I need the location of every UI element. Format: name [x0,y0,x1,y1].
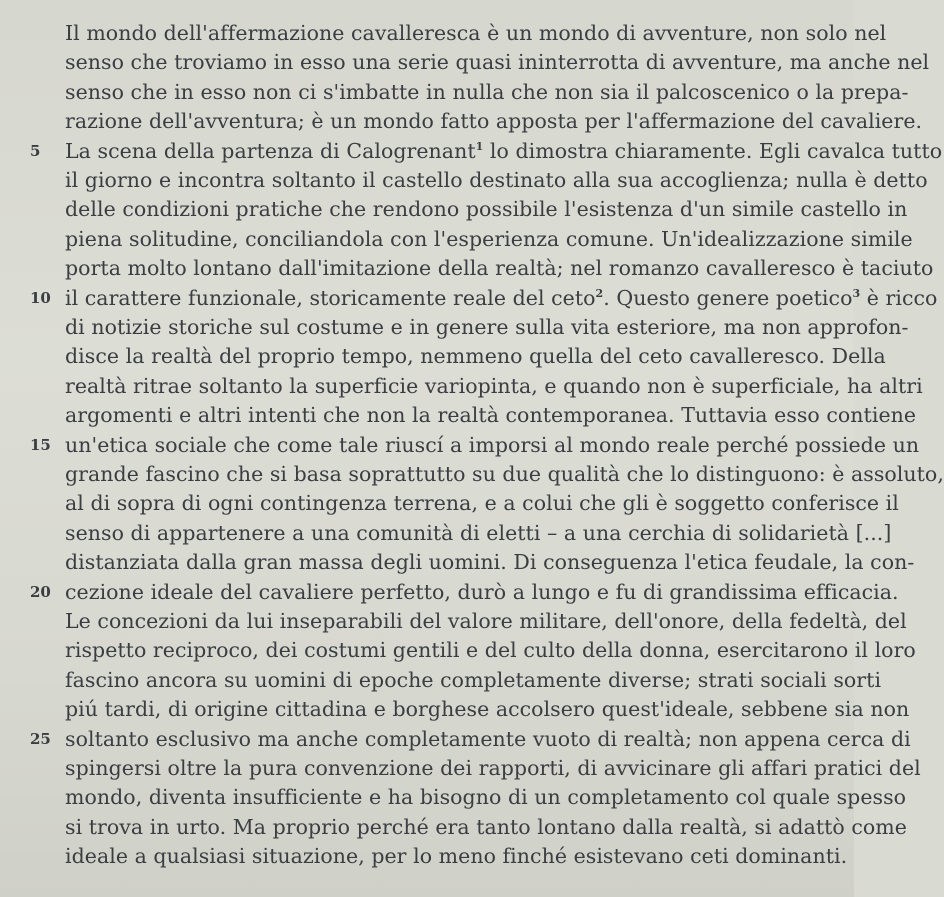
text-line-5-head: La scena della partenza di Calogrenant [65,138,476,163]
line-number-5: 5 [30,141,41,160]
text-line-21: Le concezioni da lui inseparabili del valore militare, dell'onore, della fedeltà, del [65,609,907,633]
text-line-27: mondo, diventa insufficiente e ha bisogno di un completamento col quale spesso [65,785,907,810]
text-line-23: fascino ancora su uomini di epoche completamente diverse; strati sociali sorti [65,667,882,692]
line-number-20: 20 [30,582,51,601]
text-line-8: piena solitudine, conciliandola con l'esperienza comune. Un'idealizzazione simile [65,226,913,251]
text-line-10 [65,283,938,313]
text-line-10-tail: è ricco [860,285,938,310]
text-line-10-mid: . Questo genere poetico [603,285,853,310]
text-line-25: soltanto esclusivo ma anche completamente vuoto di realtà; non appena cerca di [65,726,911,751]
text-line-11: di notizie storiche sul costume e in genere sulla vita esteriore, ma non approfon- [65,315,909,339]
text-line-13: realtà ritrae soltanto la superficie variopinta, e quando non è superficiale, ha altri [65,373,923,398]
text-line-9: porta molto lontano dall'imitazione della realtà; nel romanzo cavalleresco è taciuto [65,256,934,281]
text-line-14: argomenti e altri intenti che non la realtà contemporanea. Tuttavia esso contiene [65,403,917,428]
text-line-29: ideale a qualsiasi situazione, per lo meno finché esistevano ceti dominanti. [65,844,848,869]
text-line-12: disce la realtà del proprio tempo, nemmeno quella del ceto cavalleresco. Della [65,344,886,369]
text-line-19: distanziata dalla gran massa degli uomini. Di conseguenza l'etica feudale, la con- [65,550,915,575]
text-line-1: Il mondo dell'affermazione cavalleresca è un mondo di avventure, non solo nel [65,21,887,45]
line-number-15: 15 [30,435,51,454]
footnote-mark-3: 3 [852,286,861,300]
text-line-6: il giorno e incontra soltanto il castello destinato alla sua accoglienza; nulla è detto [65,168,928,192]
text-line-17: al di sopra di ogni contingenza terrena, e a colui che gli è soggetto conferisce il [65,491,899,516]
text-line-15: un'etica sociale che come tale riuscí a imporsi al mondo reale perché possiede un [65,432,920,457]
text-line-2: senso che troviamo in esso una serie quasi ininterrotta di avventure, ma anche nel [65,50,930,75]
text-line-10-head: il carattere funzionale, storicamente reale del ceto [65,285,596,310]
line-number-25: 25 [30,729,51,748]
text-line-4: razione dell'avventura; è un mondo fatto apposta per l'affermazione del cavaliere. [65,109,923,134]
text-line-20: cezione ideale del cavaliere perfetto, durò a lungo e fu di grandissima efficacia. [65,579,899,604]
text-line-22: rispetto reciproco, dei costumi gentili e del culto della donna, esercitarono il loro [65,638,916,663]
text-line-28: si trova in urto. Ma proprio perché era tanto lontano dalla realtà, si adattò come [65,814,907,839]
footnote-mark-1: 1 [475,139,484,153]
footnote-mark-2: 2 [595,286,604,300]
text-line-7: delle condizioni pratiche che rendono possibile l'esistenza d'un simile castello in [65,197,908,222]
text-line-5 [65,136,943,166]
text-line-18: senso di appartenere a una comunità di eletti – a una cerchia di solidarietà [...] [65,520,892,545]
text-line-24: piú tardi, di origine cittadina e borghese accolsero quest'ideale, sebbene sia non [65,697,910,722]
text-line-3: senso che in esso non ci s'imbatte in nulla che non sia il palcoscenico o la prepa- [65,79,909,104]
text-line-26: spingersi oltre la pura convenzione dei rapporti, di avvicinare gli affari pratici del [65,756,921,780]
text-line-5-tail: lo dimostra chiaramente. Egli cavalca tutto [483,138,943,163]
text-line-16: grande fascino che si basa soprattutto su due qualità che lo distinguono: è assoluto, [65,462,944,486]
line-number-10: 10 [30,288,51,307]
